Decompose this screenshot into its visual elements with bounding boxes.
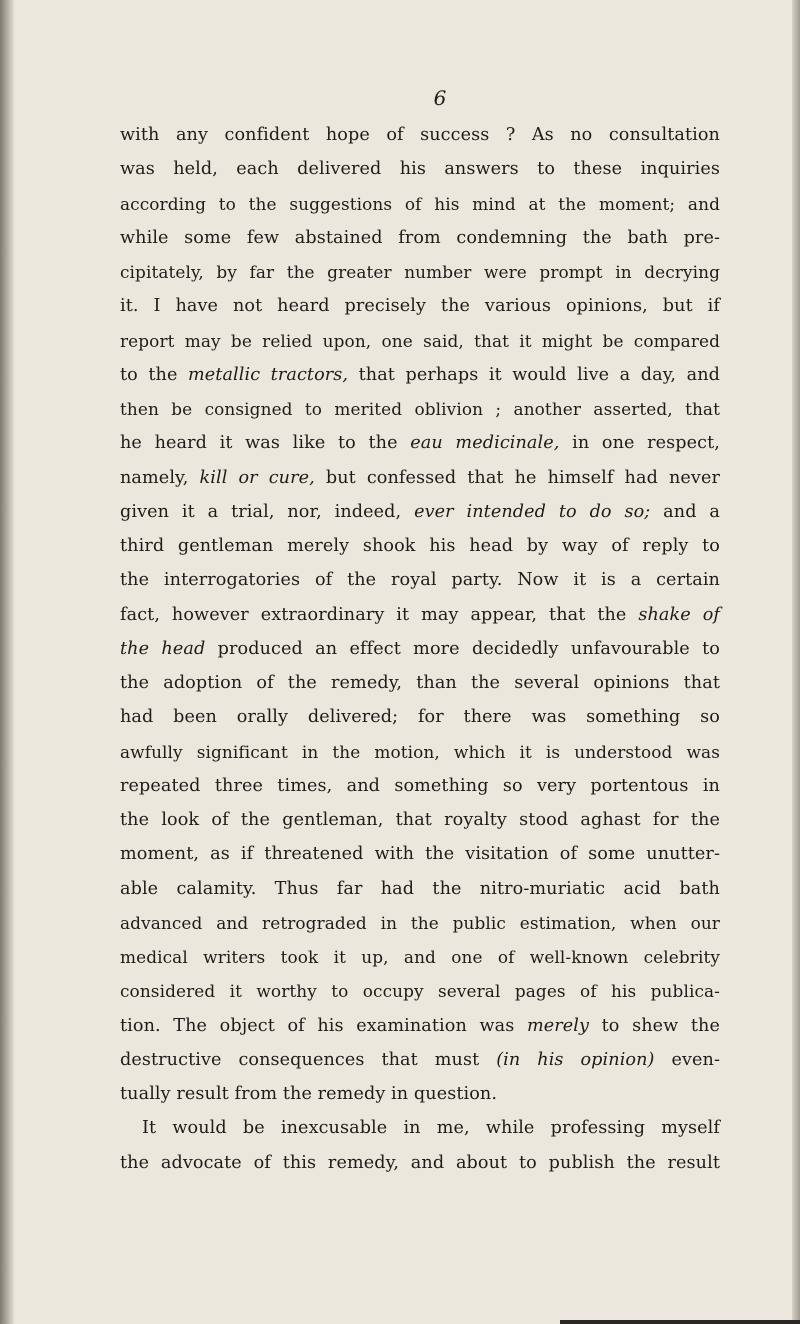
text-line: fact, however extraordinary it may appear, that the shake of — [120, 604, 721, 625]
text-line: able calamity. Thus far had the nitro-muriatic acid bath — [120, 878, 720, 899]
text-line: It would be inexcusable in me, while professing myself — [142, 1118, 720, 1139]
text-line: cipitately, by far the greater number were prompt in decrying — [120, 262, 720, 282]
text-line: given it a trial, nor, indeed, ever intended to do so; and a — [120, 501, 721, 522]
text-line: considered it worthy to occupy several pages of his publica- — [120, 981, 720, 1002]
text-line: report may be relied upon, one said, that it might be compared — [120, 330, 720, 351]
text-line: according to the suggestions of his mind at the moment; and — [120, 193, 720, 214]
binding-gutter-left — [0, 0, 14, 1324]
text-line: repeated three times, and something so very portentous in — [120, 775, 720, 796]
text-line: the head produced an effect more decidedly unfavourable to — [120, 638, 720, 659]
text-line: tually result from the remedy in question. — [120, 1084, 498, 1104]
body-text — [120, 118, 720, 1180]
text-line: the look of the gentleman, that royalty stood aghast for the — [120, 810, 720, 830]
text-line: it. I have not heard precisely the various opinions, but if — [120, 296, 720, 317]
text-line: had been orally delivered; for there was something so — [120, 707, 720, 728]
text-line: third gentleman merely shook his head by way of reply to — [120, 536, 720, 556]
text-line: destructive consequences that must (in his opinion) even- — [120, 1049, 720, 1070]
text-line: then be consigned to merited oblivion ; another asserted, that — [120, 399, 720, 419]
text-line: awfully significant in the motion, which it is understood was — [120, 741, 720, 762]
text-line: namely, kill or cure, but confessed that he himself had never — [120, 467, 720, 488]
text-line: with any confident hope of success ? As no consultation — [120, 125, 720, 145]
text-line: he heard it was like to the eau medicinale, in one respect, — [120, 433, 720, 454]
page-edge-bottom — [560, 1320, 800, 1324]
text-line: medical writers took it up, and one of well-known celebrity — [120, 947, 720, 967]
text-line: while some few abstained from condemning the bath pre- — [120, 227, 720, 248]
page-number: 6 — [433, 86, 447, 110]
text-line: the interrogatories of the royal party. Now it is a certain — [120, 570, 720, 591]
page-edge-right — [792, 0, 800, 1324]
text-line: tion. The object of his examination was merely to shew the — [120, 1015, 720, 1036]
text-line: to the metallic tractors, that perhaps it would live a day, and — [120, 364, 720, 385]
text-line: the advocate of this remedy, and about to publish the result — [120, 1152, 720, 1173]
text-line: the adoption of the remedy, than the several opinions that — [120, 673, 720, 693]
text-line: advanced and retrograded in the public estimation, when our — [120, 912, 720, 933]
text-line: moment, as if threatened with the visitation of some unutter- — [120, 844, 720, 865]
text-line: was held, each delivered his answers to these inquiries — [120, 159, 720, 180]
